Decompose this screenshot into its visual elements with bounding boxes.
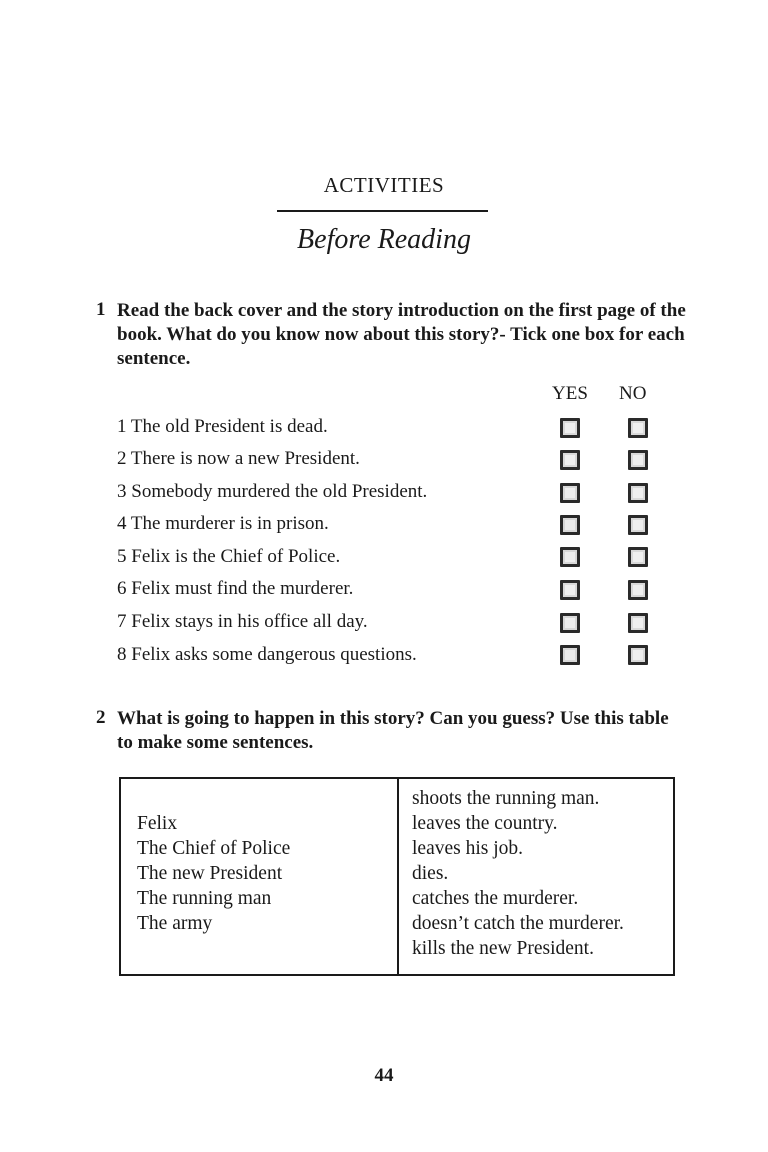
no-checkbox[interactable]: [628, 645, 648, 665]
yes-checkbox[interactable]: [560, 515, 580, 535]
heading-rule: [277, 210, 488, 212]
subject-cell: The running man: [137, 888, 272, 909]
statement-item: 1 The old President is dead.: [117, 416, 328, 437]
yes-checkbox[interactable]: [560, 450, 580, 470]
statement-item: 2 There is now a new President.: [117, 448, 360, 469]
predicate-cell: dies.: [412, 863, 449, 884]
no-checkbox[interactable]: [628, 418, 648, 438]
no-checkbox[interactable]: [628, 515, 648, 535]
yes-checkbox[interactable]: [560, 580, 580, 600]
subject-cell: The army: [137, 913, 213, 934]
question-2-number: 2: [96, 707, 106, 728]
predicate-cell: leaves his job.: [412, 838, 524, 859]
no-checkbox[interactable]: [628, 613, 648, 633]
sentence-table: [119, 777, 675, 976]
no-column-header: NO: [619, 383, 647, 404]
yes-column-header: YES: [552, 383, 588, 404]
predicate-cell: shoots the running man.: [412, 788, 600, 809]
activities-heading: ACTIVITIES: [323, 173, 445, 197]
statement-item: 7 Felix stays in his office all day.: [117, 611, 368, 632]
statement-item: 3 Somebody murdered the old President.: [117, 481, 428, 502]
question-2-text: What is going to happen in this story? Can you guess? Use this table to make some sentences.: [117, 708, 669, 753]
yes-checkbox[interactable]: [560, 645, 580, 665]
before-reading-subheading: Before Reading: [297, 224, 471, 255]
predicate-cell: catches the murderer.: [412, 888, 579, 909]
no-checkbox[interactable]: [628, 483, 648, 503]
subject-cell: The new President: [137, 863, 283, 884]
table-divider: [397, 779, 399, 974]
predicate-cell: leaves the country.: [412, 813, 558, 834]
subject-cell: The Chief of Police: [137, 838, 291, 859]
question-1-text: Read the back cover and the story introduction on the first page of the book. What do you know now about this story?- Tick one box for each sentence.: [117, 300, 686, 369]
yes-checkbox[interactable]: [560, 547, 580, 567]
predicate-cell: doesn’t catch the murderer.: [412, 913, 624, 934]
predicate-cell: kills the new President.: [412, 938, 594, 959]
yes-checkbox[interactable]: [560, 613, 580, 633]
yes-checkbox[interactable]: [560, 418, 580, 438]
no-checkbox[interactable]: [628, 547, 648, 567]
statement-item: 8 Felix asks some dangerous questions.: [117, 644, 417, 665]
yes-checkbox[interactable]: [560, 483, 580, 503]
page-number: 44: [374, 1065, 394, 1086]
no-checkbox[interactable]: [628, 580, 648, 600]
subject-cell: Felix: [137, 813, 178, 834]
statement-item: 5 Felix is the Chief of Police.: [117, 546, 341, 567]
statement-item: 6 Felix must find the murderer.: [117, 578, 354, 599]
question-1-number: 1: [96, 299, 106, 320]
statement-item: 4 The murderer is in prison.: [117, 513, 329, 534]
no-checkbox[interactable]: [628, 450, 648, 470]
